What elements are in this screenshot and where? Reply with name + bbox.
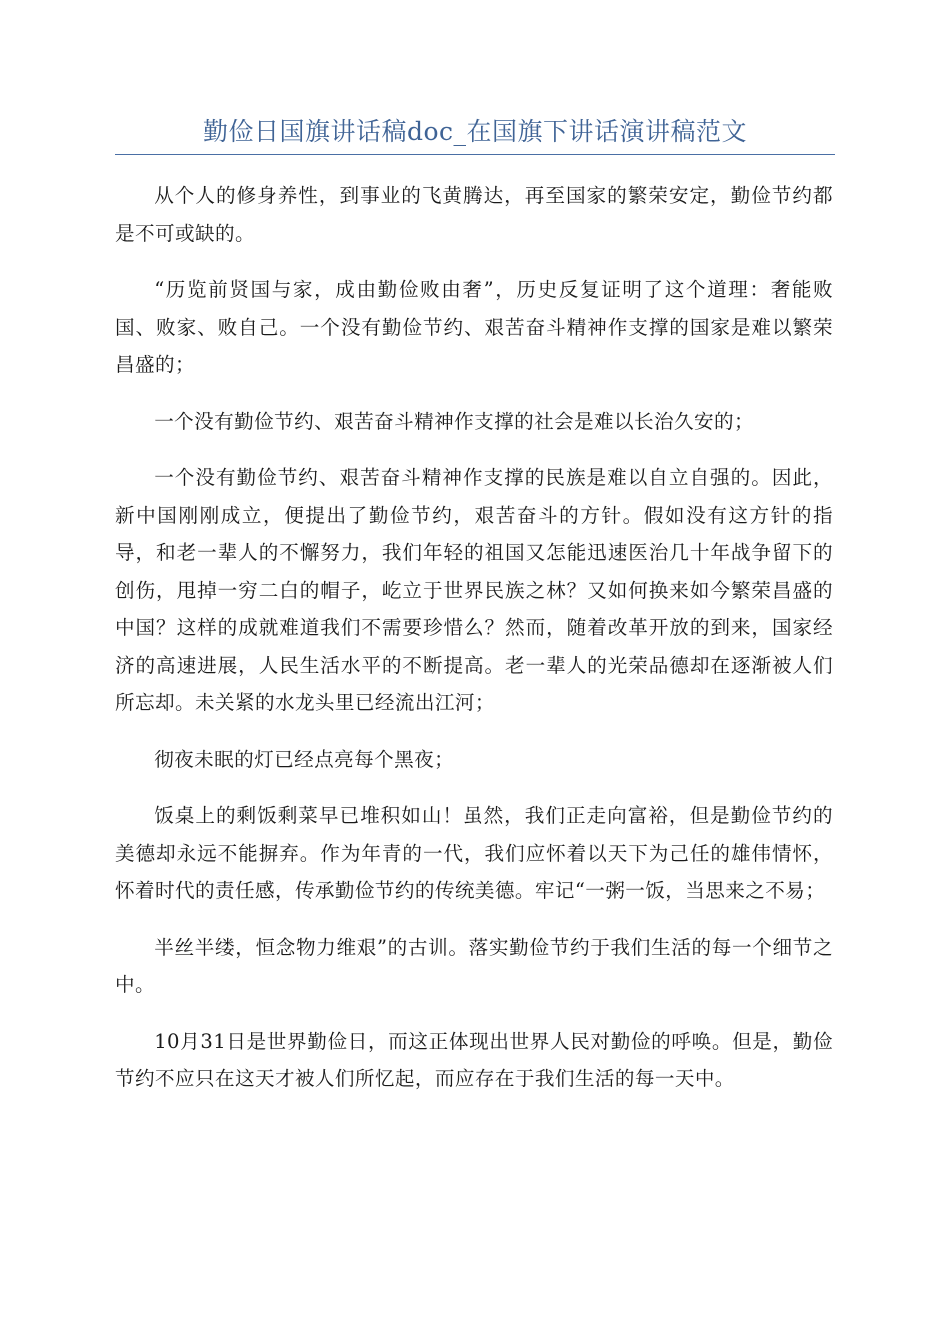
paragraph-4: 一个没有勤俭节约、艰苦奋斗精神作支撑的民族是难以自立自强的。因此，新中国刚刚成立，便提出了勤俭节约，艰苦奋斗的方针。假如没有这方针的指导，和老一辈人的不懈努力，我们年轻的祖国又怎能迅速医治几十年战争留下的创伤，甩掉一穷二白的帽子，屹立于世界民族之林？又如何换来如今繁荣昌盛的中国？这样的成就难道我们不需要珍惜么？然而，随着改革开放的到来，国家经济的高速进展，人民生活水平的不断提高。老一辈人的光荣品德却在逐渐被人们所忘却。未关紧的水龙头里已经流出江河；	[115, 466, 833, 714]
paragraph-2: “历览前贤国与家，成由勤俭败由奢”，历史反复证明了这个道理：奢能败国、败家、败自己。一个没有勤俭节约、艰苦奋斗精神作支撑的国家是难以繁荣昌盛的；	[115, 278, 833, 376]
document-body	[115, 177, 833, 1117]
paragraph-5: 彻夜未眠的灯已经点亮每个黑夜；	[154, 747, 455, 771]
title-underline	[115, 154, 835, 155]
paragraph-8: 10月31日是世界勤俭日，而这正体现出世界人民对勤俭的呼唤。但是，勤俭节约不应只在这天才被人们所忆起，而应存在于我们生活的每一天中。	[115, 1029, 833, 1090]
paragraph-6: 饭桌上的剩饭剩菜早已堆积如山！虽然，我们正走向富裕，但是勤俭节约的美德却永远不能摒弃。作为年青的一代，我们应怀着以天下为己任的雄伟情怀，怀着时代的责任感，传承勤俭节约的传统美德。牢记“一粥一饭，当思来之不易；	[115, 804, 833, 902]
paragraph-7: 半丝半缕，恒念物力维艰”的古训。落实勤俭节约于我们生活的每一个细节之中。	[115, 935, 833, 996]
paragraph-1: 从个人的修身养性，到事业的飞黄腾达，再至国家的繁荣安定，勤俭节约都是不可或缺的。	[115, 184, 833, 245]
document-title: 勤俭日国旗讲话稿doc_在国旗下讲话演讲稿范文	[202, 117, 748, 146]
paragraph-3: 一个没有勤俭节约、艰苦奋斗精神作支撑的社会是难以长治久安的；	[154, 409, 754, 433]
